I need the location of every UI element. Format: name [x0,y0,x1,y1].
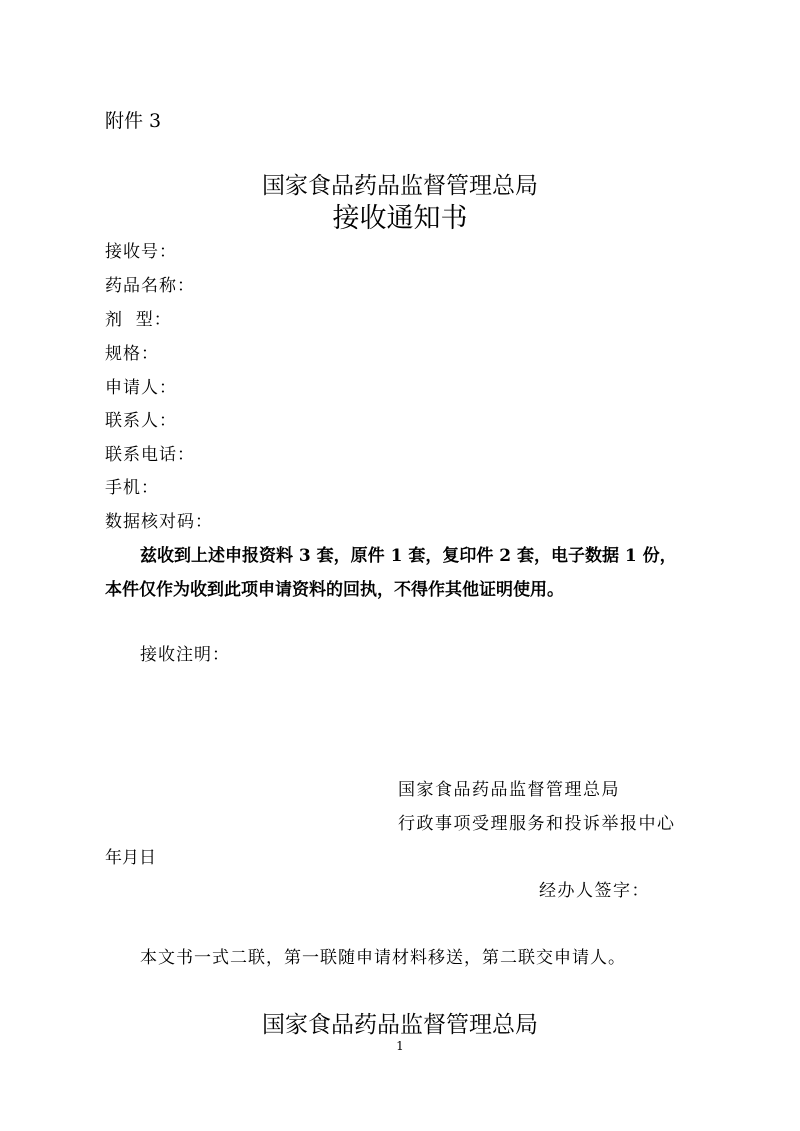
page-number: 1 [396,1039,404,1053]
field-contact-person: 联系人： [105,411,177,431]
attachment-label: 附件 3 [105,110,162,132]
signature-org-line-1: 国家食品药品监督管理总局 [398,780,620,800]
field-mobile: 手机： [105,478,159,498]
field-drug-name: 药品名称： [105,276,195,296]
footnote: 本文书一式二联，第一联随申请材料移送，第二联交申请人。 [140,948,626,968]
document-title: 接收通知书 [332,203,468,234]
notice-line-2: 本件仅作为收到此项申请资料的回执，不得作其他证明使用。 [105,580,564,600]
org-title: 国家食品药品监督管理总局 [262,173,538,199]
date-label: 年月日 [105,848,156,868]
field-data-check-code: 数据核对码： [105,512,213,532]
field-contact-phone: 联系电话： [105,445,195,465]
field-applicant: 申请人： [105,378,177,398]
notice-line-1: 兹收到上述申报资料 3 套，原件 1 套，复印件 2 套，电子数据 1 份， [140,546,677,566]
receipt-note-label: 接收注明： [140,645,230,665]
signature-org-line-2: 行政事项受理服务和投诉举报中心 [398,814,676,834]
field-dosage-form: 剂 型： [105,310,172,330]
handler-signature-label: 经办人签字： [539,881,650,901]
field-receipt-number: 接收号： [105,242,177,262]
field-specification: 规格： [105,344,159,364]
footer-org: 国家食品药品监督管理总局 [262,1012,538,1038]
